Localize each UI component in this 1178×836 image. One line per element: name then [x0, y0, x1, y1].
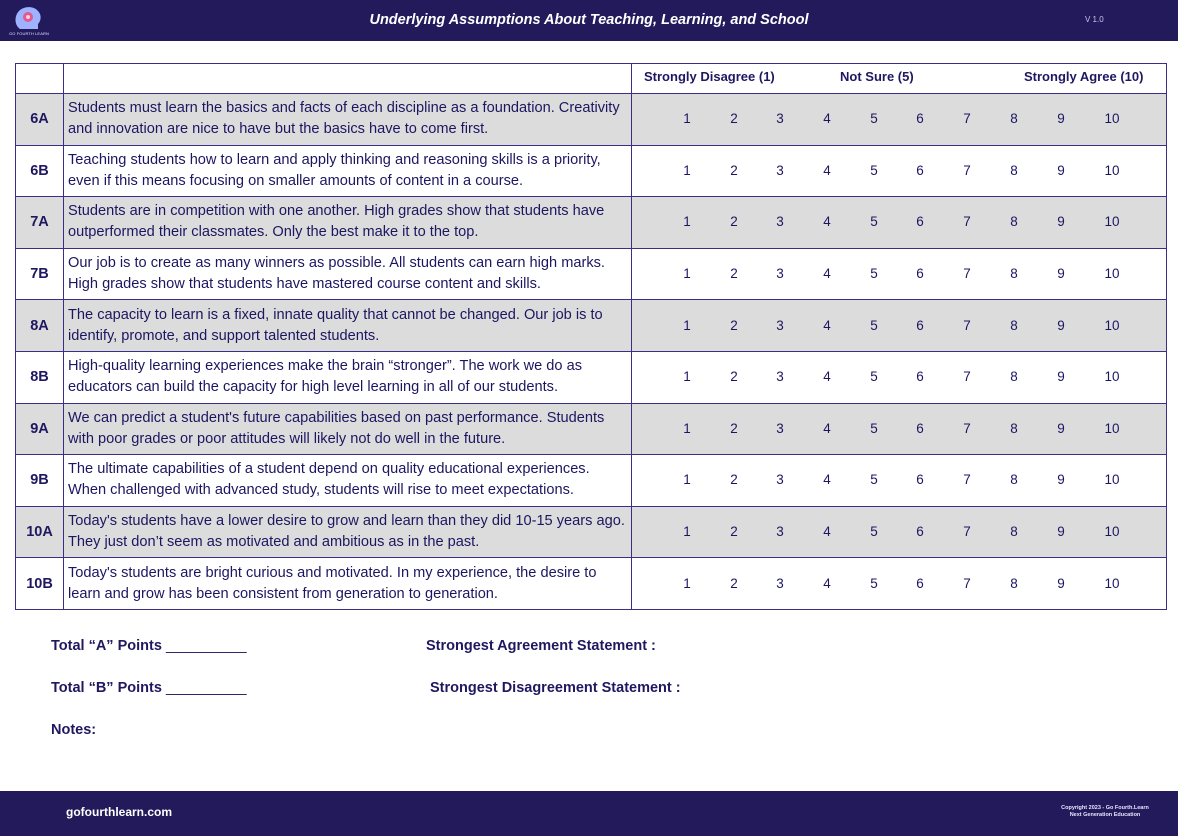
- rating-option[interactable]: 2: [730, 369, 738, 385]
- header-bar: [0, 0, 1178, 41]
- rating-option[interactable]: 3: [776, 317, 784, 333]
- rating-option[interactable]: 2: [730, 214, 738, 230]
- rating-option[interactable]: 1: [683, 162, 691, 178]
- table-row: [16, 558, 1167, 610]
- scale-high-label: Strongly Agree (10): [1024, 69, 1144, 84]
- rating-option[interactable]: 10: [1104, 214, 1120, 230]
- copyright-line-1: Copyright 2023 - Go Fourth.Learn: [1061, 805, 1149, 811]
- footer-copyright: [1040, 805, 1170, 819]
- rating-option[interactable]: 5: [870, 420, 878, 436]
- rating-option[interactable]: 7: [963, 214, 971, 230]
- rating-option[interactable]: 3: [776, 214, 784, 230]
- rating-option[interactable]: 1: [683, 214, 691, 230]
- scale-low-label: Strongly Disagree (1): [644, 69, 775, 84]
- rating-option[interactable]: 7: [963, 575, 971, 591]
- assumptions-table: [15, 63, 1167, 610]
- statement-text: Students are in competition with one another. High grades show that students have outperformed their classmates. Only the best make it to the top.: [64, 197, 632, 249]
- rating-option[interactable]: 7: [963, 524, 971, 540]
- rating-option[interactable]: 6: [916, 575, 924, 591]
- statement-text: The capacity to learn is a fixed, innate quality that cannot be changed. Our job is to identify, promote, and support talented students.: [64, 300, 632, 352]
- rating-option[interactable]: 7: [963, 369, 971, 385]
- rating-option[interactable]: 1: [683, 111, 691, 127]
- rating-option[interactable]: 2: [730, 317, 738, 333]
- rating-scale: [632, 145, 1167, 197]
- total-b-blank[interactable]: __________: [165, 680, 247, 696]
- header-statement-cell: [64, 64, 632, 94]
- rating-option[interactable]: 10: [1104, 369, 1120, 385]
- rating-option[interactable]: 8: [1010, 575, 1018, 591]
- scale-mid-label: Not Sure (5): [840, 69, 914, 84]
- rating-option[interactable]: 4: [823, 420, 831, 436]
- rating-scale: [632, 351, 1167, 403]
- table-row: [16, 300, 1167, 352]
- table-row: [16, 197, 1167, 249]
- rating-option[interactable]: 2: [730, 575, 738, 591]
- page-title: Underlying Assumptions About Teaching, Learning, and School: [369, 12, 809, 28]
- statement-id: 6A: [16, 94, 64, 146]
- rating-option[interactable]: 5: [870, 524, 878, 540]
- total-a-label: Total “A” Points: [51, 638, 162, 654]
- statement-text: We can predict a student's future capabilities based on past performance. Students with poor grades or poor attitudes will likely not do well in the future.: [64, 403, 632, 455]
- copyright-line-2: Next Generation Education: [1069, 812, 1141, 818]
- table-row: [16, 248, 1167, 300]
- logo-text: GO FOURTH LEARN: [9, 31, 49, 36]
- rating-option[interactable]: 8: [1010, 524, 1018, 540]
- rating-option[interactable]: 8: [1010, 420, 1018, 436]
- rating-option[interactable]: 9: [1057, 575, 1065, 591]
- rating-option[interactable]: 1: [683, 524, 691, 540]
- rating-option[interactable]: 8: [1010, 214, 1018, 230]
- statement-id: 10A: [16, 506, 64, 558]
- rating-scale: [632, 300, 1167, 352]
- rating-option[interactable]: 5: [870, 369, 878, 385]
- rating-option[interactable]: 9: [1057, 420, 1065, 436]
- footer-bar: [0, 791, 1178, 836]
- rating-option[interactable]: 2: [730, 162, 738, 178]
- rating-scale: [632, 197, 1167, 249]
- statement-id: 10B: [16, 558, 64, 610]
- rating-option[interactable]: 1: [683, 317, 691, 333]
- rating-option[interactable]: 5: [870, 214, 878, 230]
- rating-option[interactable]: 1: [683, 575, 691, 591]
- rating-option[interactable]: 4: [823, 266, 831, 282]
- table-row: [16, 506, 1167, 558]
- statement-text: Students must learn the basics and facts of each discipline as a foundation. Creativity and innovation are nice to have but the basics have to come first.: [64, 94, 632, 146]
- table-row: [16, 351, 1167, 403]
- rating-option[interactable]: 7: [963, 317, 971, 333]
- table-row: [16, 455, 1167, 507]
- total-a-blank[interactable]: __________: [165, 638, 247, 654]
- rating-option[interactable]: 8: [1010, 266, 1018, 282]
- rating-option[interactable]: 4: [823, 162, 831, 178]
- rating-option[interactable]: 2: [730, 524, 738, 540]
- rating-option[interactable]: 9: [1057, 214, 1065, 230]
- statement-id: 7B: [16, 248, 64, 300]
- table-body: [16, 94, 1167, 610]
- rating-scale: [632, 455, 1167, 507]
- total-b-line: [51, 680, 247, 696]
- rating-option[interactable]: 9: [1057, 162, 1065, 178]
- rating-option[interactable]: 5: [870, 266, 878, 282]
- statement-id: 8B: [16, 351, 64, 403]
- rating-option[interactable]: 4: [823, 575, 831, 591]
- rating-option[interactable]: 4: [823, 317, 831, 333]
- total-a-line: [51, 638, 247, 654]
- rating-option[interactable]: 7: [963, 472, 971, 488]
- table-row: [16, 145, 1167, 197]
- rating-option[interactable]: 1: [683, 266, 691, 282]
- rating-option[interactable]: 7: [963, 266, 971, 282]
- rating-option[interactable]: 9: [1057, 524, 1065, 540]
- rating-option[interactable]: 3: [776, 524, 784, 540]
- rating-option[interactable]: 6: [916, 266, 924, 282]
- rating-option[interactable]: 6: [916, 420, 924, 436]
- rating-option[interactable]: 6: [916, 317, 924, 333]
- rating-option[interactable]: 3: [776, 162, 784, 178]
- rating-option[interactable]: 9: [1057, 111, 1065, 127]
- rating-option[interactable]: 9: [1057, 317, 1065, 333]
- rating-scale: [632, 248, 1167, 300]
- statement-text: The ultimate capabilities of a student depend on quality educational experiences. When challenged with advanced study, students will rise to meet expectations.: [64, 455, 632, 507]
- rating-scale: [632, 558, 1167, 610]
- rating-option[interactable]: 10: [1104, 111, 1120, 127]
- total-b-label: Total “B” Points: [51, 680, 162, 696]
- rating-option[interactable]: 10: [1104, 524, 1120, 540]
- header-id-cell: [16, 64, 64, 94]
- rating-option[interactable]: 10: [1104, 575, 1120, 591]
- statement-id: 6B: [16, 145, 64, 197]
- rating-option[interactable]: 6: [916, 111, 924, 127]
- rating-option[interactable]: 1: [683, 420, 691, 436]
- table-row: [16, 403, 1167, 455]
- rating-option[interactable]: 7: [963, 162, 971, 178]
- rating-option[interactable]: 2: [730, 266, 738, 282]
- table-header-row: [16, 64, 1167, 94]
- rating-option[interactable]: 8: [1010, 317, 1018, 333]
- rating-option[interactable]: 6: [916, 524, 924, 540]
- rating-option[interactable]: 9: [1057, 266, 1065, 282]
- rating-option[interactable]: 8: [1010, 162, 1018, 178]
- version-label: V 1.0: [1085, 15, 1104, 24]
- rating-option[interactable]: 1: [683, 472, 691, 488]
- rating-option[interactable]: 3: [776, 472, 784, 488]
- rating-option[interactable]: 2: [730, 111, 738, 127]
- rating-option[interactable]: 3: [776, 111, 784, 127]
- rating-option[interactable]: 3: [776, 369, 784, 385]
- rating-option[interactable]: 7: [963, 111, 971, 127]
- rating-option[interactable]: 3: [776, 575, 784, 591]
- rating-option[interactable]: 7: [963, 420, 971, 436]
- statement-text: Today's students have a lower desire to grow and learn than they did 10-15 years ago. They just don’t seem as motivated and ambitious as in the past.: [64, 506, 632, 558]
- rating-option[interactable]: 5: [870, 111, 878, 127]
- rating-option[interactable]: 3: [776, 266, 784, 282]
- strongest-agreement-label: Strongest Agreement Statement :: [426, 638, 656, 654]
- rating-option[interactable]: 6: [916, 162, 924, 178]
- rating-option[interactable]: 4: [823, 524, 831, 540]
- statement-text: Today's students are bright curious and motivated. In my experience, the desire to learn and grow has been consistent from generation to generation.: [64, 558, 632, 610]
- rating-option[interactable]: 2: [730, 420, 738, 436]
- rating-option[interactable]: 10: [1104, 472, 1120, 488]
- table-row: [16, 94, 1167, 146]
- rating-option[interactable]: 8: [1010, 472, 1018, 488]
- rating-option[interactable]: 8: [1010, 111, 1018, 127]
- rating-option[interactable]: 10: [1104, 162, 1120, 178]
- rating-option[interactable]: 2: [730, 472, 738, 488]
- rating-option[interactable]: 6: [916, 472, 924, 488]
- rating-option[interactable]: 1: [683, 369, 691, 385]
- rating-option[interactable]: 10: [1104, 420, 1120, 436]
- footer-site-link[interactable]: gofourthlearn.com: [66, 805, 173, 819]
- rating-option[interactable]: 6: [916, 369, 924, 385]
- rating-scale: [632, 506, 1167, 558]
- rating-option[interactable]: 9: [1057, 369, 1065, 385]
- header-scale-cell: [632, 64, 1167, 94]
- statement-text: High-quality learning experiences make the brain “stronger”. The work we do as educators can build the capacity for high level learning in all of our students.: [64, 351, 632, 403]
- rating-option[interactable]: 10: [1104, 317, 1120, 333]
- rating-option[interactable]: 10: [1104, 266, 1120, 282]
- rating-option[interactable]: 5: [870, 575, 878, 591]
- rating-option[interactable]: 4: [823, 369, 831, 385]
- statement-id: 8A: [16, 300, 64, 352]
- rating-scale: [632, 403, 1167, 455]
- statement-text: Teaching students how to learn and apply thinking and reasoning skills is a priority, even if this means focusing on smaller amounts of content in a course.: [64, 145, 632, 197]
- rating-option[interactable]: 8: [1010, 369, 1018, 385]
- rating-option[interactable]: 5: [870, 472, 878, 488]
- rating-option[interactable]: 6: [916, 214, 924, 230]
- rating-option[interactable]: 4: [823, 472, 831, 488]
- statement-id: 9A: [16, 403, 64, 455]
- rating-option[interactable]: 5: [870, 317, 878, 333]
- strongest-disagreement-label: Strongest Disagreement Statement :: [430, 680, 681, 696]
- rating-option[interactable]: 4: [823, 111, 831, 127]
- rating-option[interactable]: 9: [1057, 472, 1065, 488]
- rating-option[interactable]: 3: [776, 420, 784, 436]
- statement-text: Our job is to create as many winners as possible. All students can earn high marks. High grades show that students have mastered course content and skills.: [64, 248, 632, 300]
- statement-id: 9B: [16, 455, 64, 507]
- statement-id: 7A: [16, 197, 64, 249]
- notes-label: Notes:: [51, 722, 97, 738]
- rating-scale: [632, 94, 1167, 146]
- rating-option[interactable]: 4: [823, 214, 831, 230]
- rating-option[interactable]: 5: [870, 162, 878, 178]
